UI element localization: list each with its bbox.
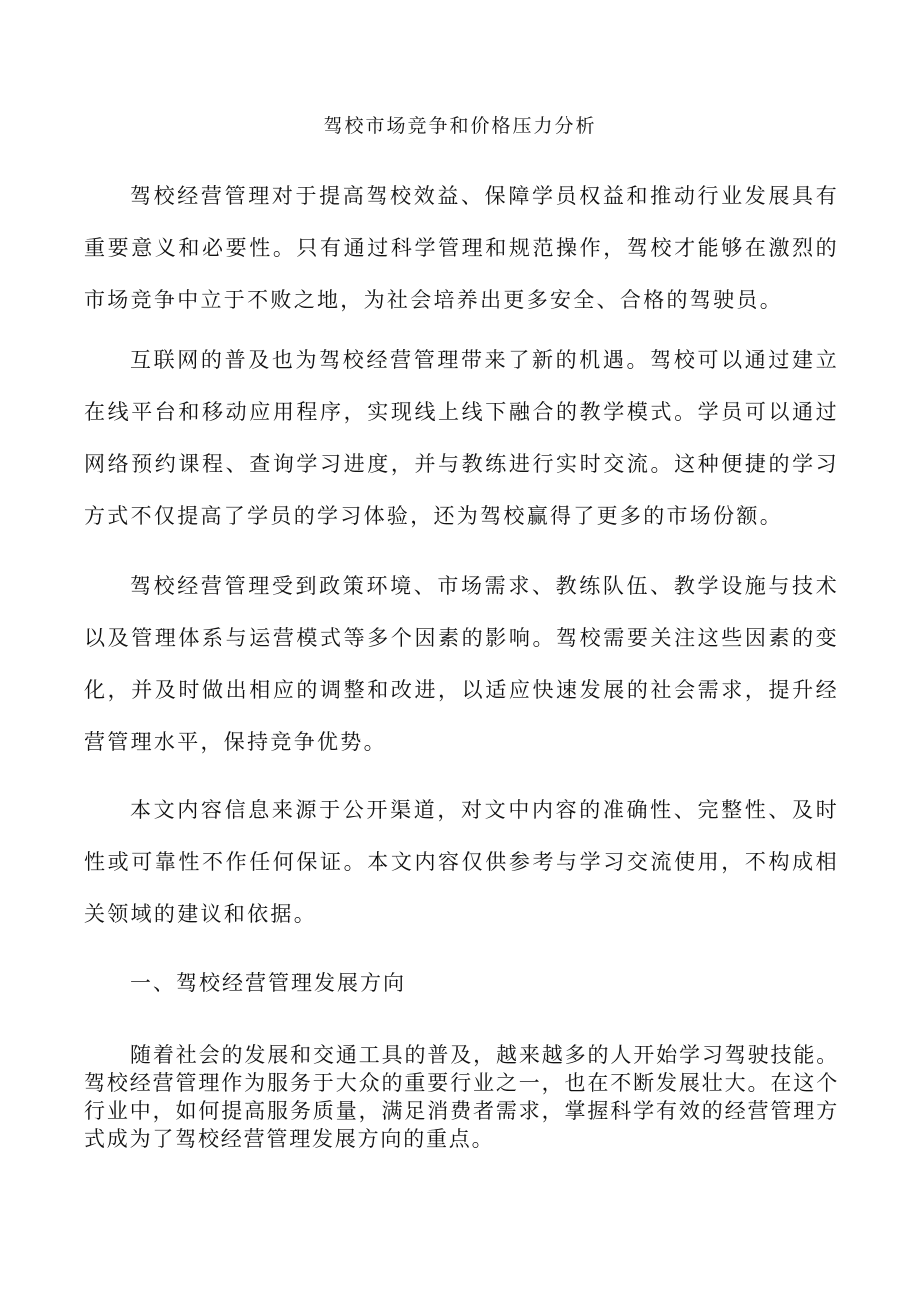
paragraph-internet: 互联网的普及也为驾校经营管理带来了新的机遇。驾校可以通过建立在线平台和移动应用程序，实现线上线下融合的教学模式。学员可以通过网络预约课程、查询学习进度，并与教练进行实时交流。这种便捷的学习方式不仅提高了学员的学习体验，还为驾校赢得了更多的市场份额。 — [84, 348, 839, 528]
paragraph-importance: 驾校经营管理对于提高驾校效益、保障学员权益和推动行业发展具有重要意义和必要性。只有通过科学管理和规范操作，驾校才能够在激烈的市场竞争中立于不败之地，为社会培养出更多安全、合格的驾驶员。 — [84, 184, 839, 312]
paragraph-factors: 驾校经营管理受到政策环境、市场需求、教练队伍、教学设施与技术以及管理体系与运营模式等多个因素的影响。驾校需要关注这些因素的变化，并及时做出相应的调整和改进，以适应快速发展的社会需求，提升经营管理水平，保持竞争优势。 — [84, 574, 839, 754]
section-paragraph: 随着社会的发展和交通工具的普及，越来越多的人开始学习驾驶技能。驾校经营管理作为服务于大众的重要行业之一，也在不断发展壮大。在这个行业中，如何提高服务质量，满足消费者需求，掌握科学有效的经营管理方式成为了驾校经营管理发展方向的重点。 — [84, 1043, 839, 1151]
section-heading: 一、驾校经营管理发展方向 — [130, 971, 406, 995]
paragraph-disclaimer: 本文内容信息来源于公开渠道，对文中内容的准确性、完整性、及时性或可靠性不作任何保证。本文内容仅供参考与学习交流使用，不构成相关领域的建议和依据。 — [84, 798, 839, 926]
document-title: 驾校市场竞争和价格压力分析 — [323, 115, 597, 137]
